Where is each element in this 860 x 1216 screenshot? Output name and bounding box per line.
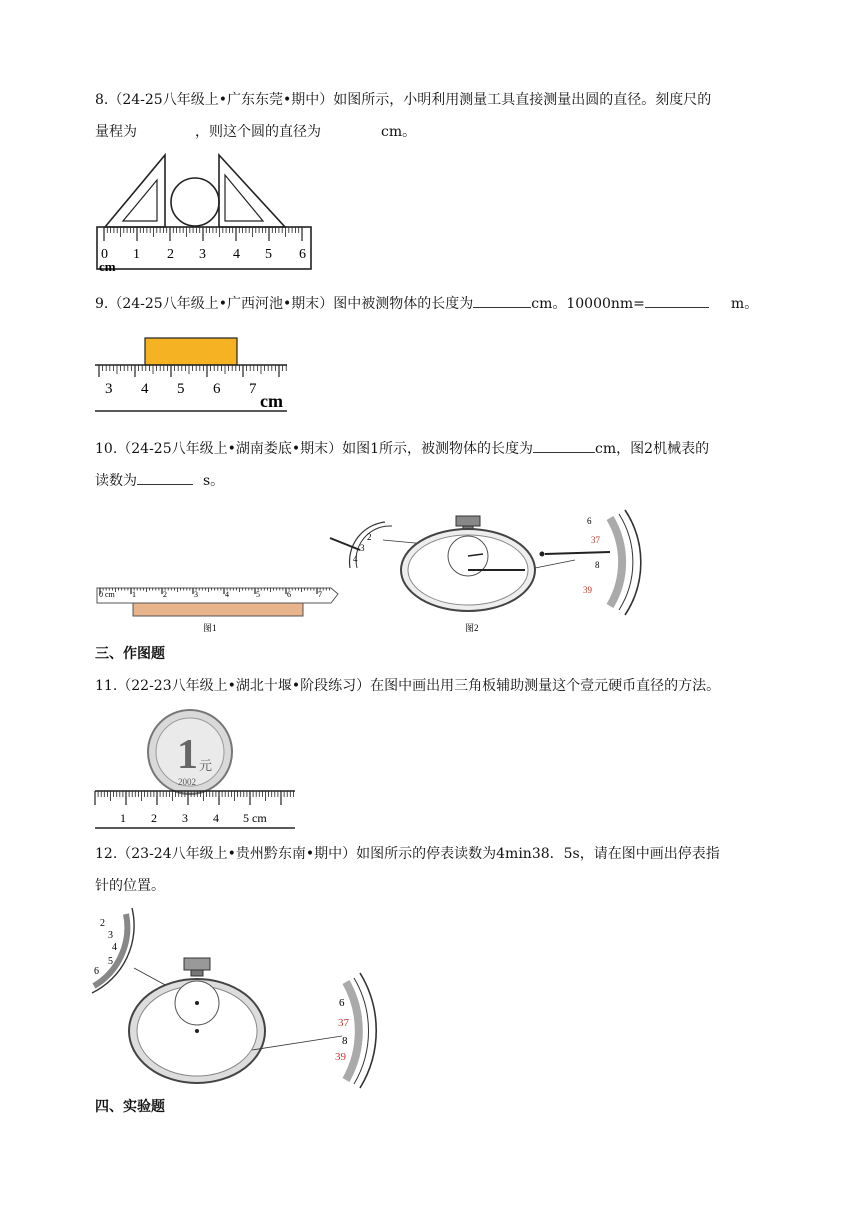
measured-circle xyxy=(171,178,219,226)
svg-text:3: 3 xyxy=(108,930,113,941)
svg-text:6: 6 xyxy=(587,516,592,526)
section-3-title: 三、作图题 xyxy=(95,646,165,662)
q8-tick-4: 4 xyxy=(233,247,240,262)
coin-unit: 元 xyxy=(199,758,213,773)
svg-text:6: 6 xyxy=(94,966,99,977)
q9-ruler-unit: cm xyxy=(260,391,283,411)
svg-text:37: 37 xyxy=(591,535,600,545)
svg-text:8: 8 xyxy=(342,1035,348,1047)
q12-line2: 针的位置。 xyxy=(95,878,165,894)
svg-text:2: 2 xyxy=(151,811,157,825)
q8-unit: cm。 xyxy=(381,124,417,140)
svg-text:1: 1 xyxy=(120,811,126,825)
svg-text:6: 6 xyxy=(339,997,345,1009)
q12-figure xyxy=(92,908,392,1088)
q8-tick-2: 2 xyxy=(167,247,174,262)
svg-text:2: 2 xyxy=(163,590,167,599)
q8-figure xyxy=(95,155,320,275)
q8-tick-3: 3 xyxy=(199,247,206,262)
svg-text:39: 39 xyxy=(335,1051,346,1063)
q9-conversion-blank[interactable] xyxy=(645,307,709,308)
svg-text:5: 5 xyxy=(108,956,113,967)
q10-length-blank[interactable] xyxy=(533,452,595,453)
svg-text:2: 2 xyxy=(367,532,372,542)
q8-tick-0: 0 xyxy=(101,247,108,262)
q10-line1a: 10.（24-25八年级上•湖南娄底•期末）如图1所示，被测物体的长度为 xyxy=(95,441,534,457)
q8-diameter-label: ，则这个圆的直径为 xyxy=(195,124,321,140)
left-set-square xyxy=(105,155,165,227)
svg-text:2: 2 xyxy=(100,918,105,929)
q8-tick-1: 1 xyxy=(133,247,140,262)
q9-length-blank[interactable] xyxy=(473,307,531,308)
svg-text:4: 4 xyxy=(213,811,219,825)
svg-text:5 cm: 5 cm xyxy=(243,811,267,825)
q9-tick-7: 7 xyxy=(249,381,257,397)
q10-figure xyxy=(95,510,655,635)
svg-text:6: 6 xyxy=(287,590,291,599)
question-8 xyxy=(95,84,711,148)
q10-ruler-unit: 0 cm xyxy=(99,590,115,599)
q10-reading-blank[interactable] xyxy=(137,484,193,485)
svg-text:4: 4 xyxy=(225,590,229,599)
fig2-label: 图2 xyxy=(465,623,479,633)
svg-text:3: 3 xyxy=(360,543,365,553)
q10-line2b: s。 xyxy=(203,473,225,489)
fig1-label: 图1 xyxy=(203,623,217,633)
q9-text-c: m。 xyxy=(730,296,759,312)
q8-ruler-unit: cm xyxy=(99,259,116,274)
q9-text-a: 9.（24-25八年级上•广西河池•期末）图中被测物体的长度为 xyxy=(95,296,474,312)
svg-text:1: 1 xyxy=(132,590,136,599)
svg-text:3: 3 xyxy=(182,811,188,825)
svg-text:8: 8 xyxy=(595,560,600,570)
svg-text:4: 4 xyxy=(112,942,117,953)
coin-value: 1 xyxy=(177,732,198,778)
question-11 xyxy=(95,670,720,702)
svg-text:3: 3 xyxy=(194,590,198,599)
q9-tick-4: 4 xyxy=(141,381,149,397)
q9-tick-5: 5 xyxy=(177,381,185,397)
q10-line1b: cm，图2机械表的 xyxy=(595,441,710,457)
svg-text:7: 7 xyxy=(318,590,322,599)
q8-line1: 8.（24-25八年级上•广东东莞•期中）如图所示，小明利用测量工具直接测量出圆的直径。刻度尺的 xyxy=(95,92,712,108)
q8-range-label: 量程为 xyxy=(95,124,137,140)
section-4-title: 四、实验题 xyxy=(95,1099,165,1115)
q11-figure xyxy=(95,712,305,832)
question-12 xyxy=(95,838,720,902)
right-set-square xyxy=(219,155,285,227)
q8-tick-5: 5 xyxy=(265,247,272,262)
q12-line1: 12.（23-24八年级上•贵州黔东南•期中）如图所示的停表读数为4min38．5s，请在图中画出停表指 xyxy=(95,846,720,862)
q10-object xyxy=(133,603,303,616)
q10-line2a: 读数为 xyxy=(95,473,137,489)
svg-text:37: 37 xyxy=(338,1017,349,1029)
question-9 xyxy=(95,288,758,320)
svg-text:5: 5 xyxy=(256,590,260,599)
question-10 xyxy=(95,433,709,497)
q8-tick-6: 6 xyxy=(299,247,306,262)
q9-object xyxy=(145,338,237,365)
q11-text: 11.（22-23八年级上•湖北十堰•阶段练习）在图中画出用三角板辅助测量这个壹元硬币直径的方法。 xyxy=(95,678,721,694)
svg-text:39: 39 xyxy=(583,585,592,595)
q9-figure xyxy=(95,335,295,415)
q9-tick-3: 3 xyxy=(105,381,113,397)
q9-text-b: cm。10000nm= xyxy=(531,296,645,312)
coin-year: 2002 xyxy=(178,777,196,787)
svg-text:4: 4 xyxy=(353,554,358,564)
q9-tick-6: 6 xyxy=(213,381,221,397)
